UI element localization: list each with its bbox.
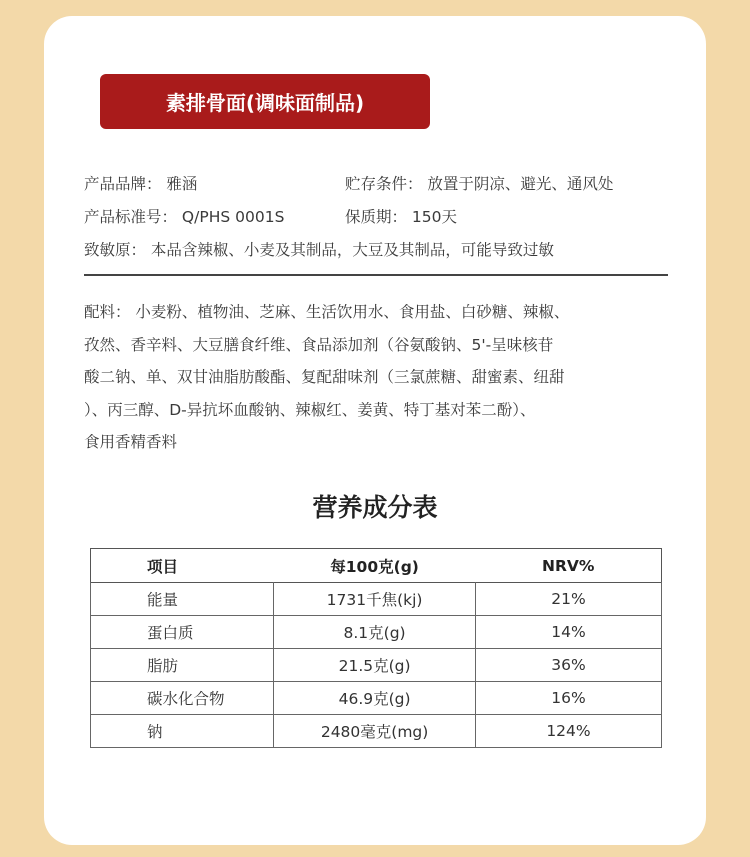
standard-info: 产品标准号： Q/PHS 0001S (84, 208, 285, 226)
header-per100g: 每100克(g) (330, 557, 419, 576)
row-nrv: 14% (475, 616, 661, 649)
product-title: 素排骨面(调味面制品) (165, 91, 365, 115)
row-per100g: 21.5克(g) (274, 649, 476, 682)
row-per100g: 1731千焦(kj) (274, 583, 476, 616)
row-item: 碳水化合物 (91, 682, 274, 715)
ingredients-line: 食用香精香料 (84, 433, 178, 451)
row-nrv: 124% (475, 715, 661, 748)
table-header-row (91, 549, 662, 583)
row-per100g: 2480毫克(mg) (274, 715, 476, 748)
ingredients-line: ）、丙三醇、D-异抗坏血酸钠、辣椒红、姜黄、特丁基对苯二酚）、 (84, 400, 536, 419)
row-item: 脂肪 (91, 649, 274, 682)
row-per100g: 46.9克(g) (274, 682, 476, 715)
row-item: 蛋白质 (91, 616, 274, 649)
product-title-banner (100, 74, 430, 129)
table-row (91, 715, 662, 748)
row-nrv: 36% (475, 649, 661, 682)
row-nrv: 21% (475, 583, 661, 616)
brand-info: 产品品牌： 雅涵 (84, 175, 198, 193)
row-item: 钠 (91, 715, 274, 748)
storage-info: 贮存条件： 放置于阴凉、避光、通风处 (345, 175, 614, 193)
table-row (91, 583, 662, 616)
header-nrv: NRV% (542, 556, 595, 575)
nutrition-title: 营养成分表 (312, 493, 438, 522)
header-item: 项目 (147, 557, 179, 576)
ingredients-line: 孜然、香辛料、大豆膳食纤维、食品添加剂（谷氨酸钠、5'-呈味核苷 (84, 335, 554, 354)
table-row (91, 682, 662, 715)
row-nrv: 16% (475, 682, 661, 715)
shelf-life-info: 保质期： 150天 (345, 208, 458, 226)
ingredients-line: 配料： 小麦粉、植物油、芝麻、生活饮用水、食用盐、白砂糖、辣椒、 (84, 303, 570, 321)
ingredients-line: 酸二钠、单、双甘油脂肪酸酯、复配甜味剂（三氯蔗糖、甜蜜素、纽甜 (84, 368, 565, 386)
divider (84, 274, 668, 276)
table-row (91, 649, 662, 682)
nutrition-table (90, 548, 662, 748)
allergen-info: 致敏原： 本品含辣椒、小麦及其制品，大豆及其制品，可能导致过敏 (84, 241, 554, 259)
row-per100g: 8.1克(g) (274, 616, 476, 649)
row-item: 能量 (91, 583, 274, 616)
table-row (91, 616, 662, 649)
ingredients-block (84, 296, 674, 459)
